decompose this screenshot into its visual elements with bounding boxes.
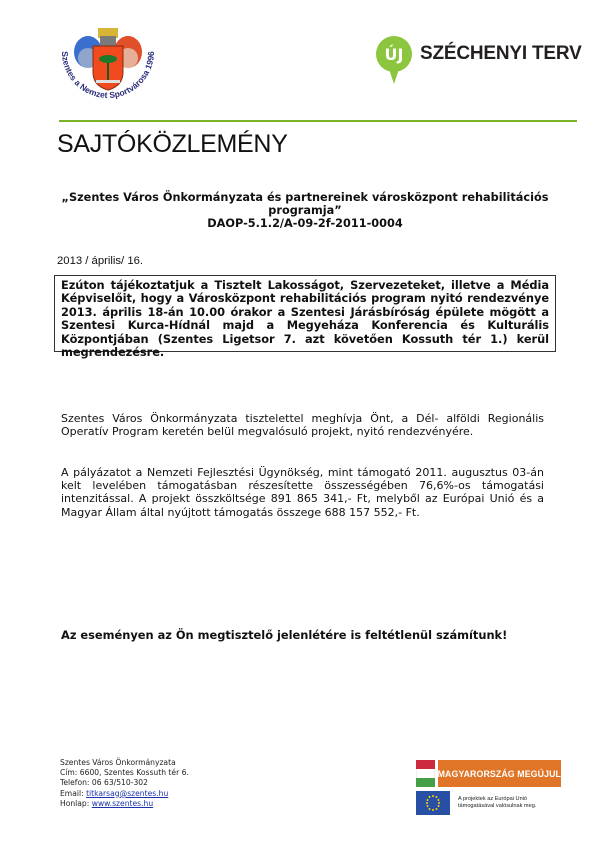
eu-flag-icon — [416, 791, 450, 815]
crest-caption: Szentes a Nemzet Sportvárosa 1996 — [59, 51, 157, 101]
szechenyi-terv-logo — [376, 36, 586, 96]
announcement-text: Ezúton tájékoztatjuk a Tisztelt Lakosságot, Szervezeteket, illetve a Média Képviselőit, hogy a Városközpont rehabilitációs program nyitó rendezvénye 2013. április 18-án 10.00 órakor a Szentesi Járásbíróság épülete mögött a Szentesi Kurca-Hídnál majd a Megyeháza Konferencia és Kulturális Központjában (Szentes Ligetsor 7. azt követően Kossuth tér 1.) kerül megrendezésre. — [61, 278, 549, 360]
footer-email: Email: titkarsag@szentes.hu — [60, 788, 169, 798]
eu-text: A projektek az Európai Unió támogatásával valósulnak meg. — [458, 796, 537, 810]
city-crest-logo — [48, 14, 168, 114]
project-code: DAOP-5.1.2/A-09-2f-2011-0004 — [207, 217, 403, 231]
footer-phone: Telefon: 06 63/510-302 — [60, 778, 148, 788]
funding-paragraph: A pályázatot a Nemzeti Fejlesztési Ügynökség, mint támogató 2011. augusztus 03-án kelt levelében támogatásban részesítette összességében 76,6%-os támogatási intenzitással. A projekt összköltsége 891 865 341,- Ft, melyből az Európai Unió és a Magyar Állam által nyújtott támogatás összege 688 157 552,- Ft. — [61, 466, 544, 519]
header-divider — [59, 120, 577, 122]
website-link[interactable]: www.szentes.hu — [91, 798, 154, 808]
mm-logo-text: MAGYARORSZÁG MEGÚJUL — [438, 760, 561, 787]
footer-web: Honlap: www.szentes.hu — [60, 798, 154, 808]
project-heading — [60, 191, 550, 231]
footer-address: Cím: 6600, Szentes Kossuth tér 6. — [60, 768, 189, 778]
logo-badge: ÚJ — [384, 44, 404, 64]
eu-logo — [416, 791, 591, 817]
magyarorszag-megujul-logo — [416, 760, 561, 787]
press-date: 2013 / április/ 16. — [57, 255, 144, 267]
crest-icon — [48, 14, 168, 114]
page-title: SAJTÓKÖZLEMÉNY — [57, 130, 288, 158]
footer-org: Szentes Város Önkormányzata — [60, 758, 176, 767]
closing-statement: Az eseményen az Ön megtisztelő jelenlétére is feltétlenül számítunk! — [61, 628, 508, 642]
map-pin-tail — [388, 66, 400, 84]
footer-contact — [60, 758, 189, 809]
email-link[interactable]: titkarsag@szentes.hu — [86, 788, 169, 798]
logo-brand-text: SZÉCHENYI TERV — [420, 43, 582, 64]
invitation-paragraph: Szentes Város Önkormányzata tisztelettel meghívja Önt, a Dél- alföldi Regionális Operatív Program keretén belül megvalósuló projekt, nyitó rendezvényére. — [61, 412, 544, 439]
project-title: „Szentes Város Önkormányzata és partnereinek városközpont rehabilitációs programja” — [61, 191, 549, 218]
announcement-box — [54, 275, 556, 360]
hungarian-flag-icon — [416, 760, 435, 787]
